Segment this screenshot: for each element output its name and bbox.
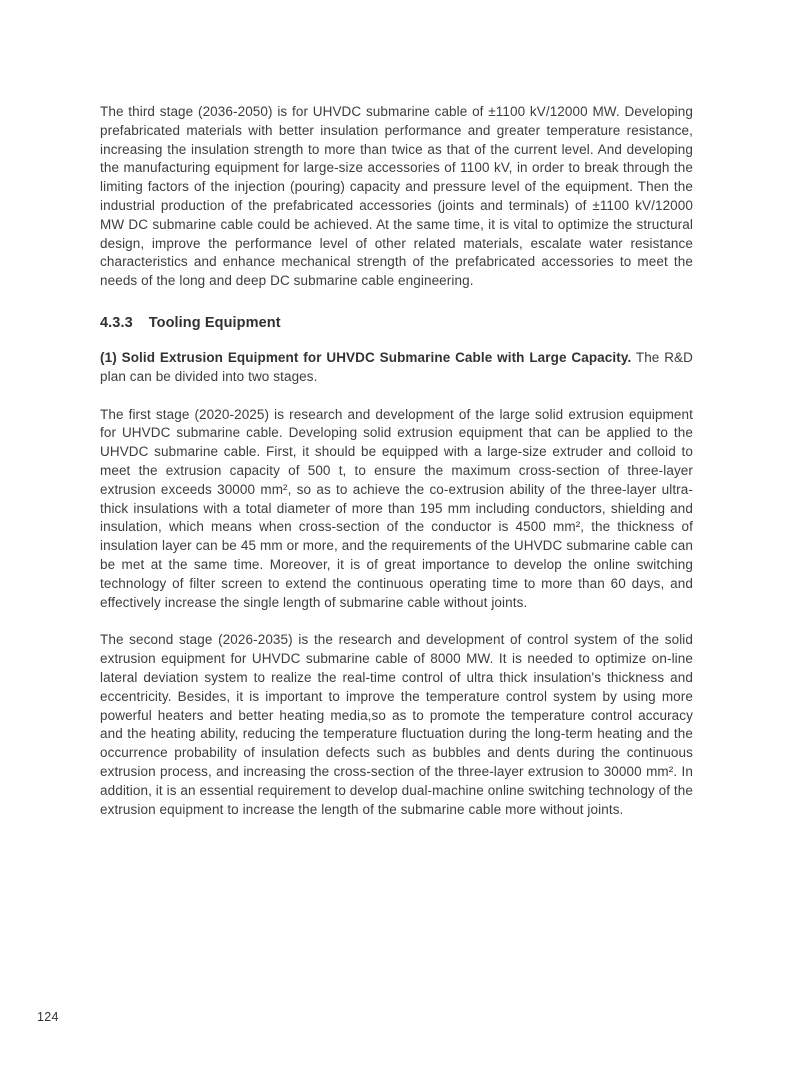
run-in-heading: (1) Solid Extrusion Equipment for UHVDC Submarine Cable with Large Capacity.: [100, 349, 632, 365]
section-heading: [100, 315, 693, 331]
page-content: [100, 103, 693, 838]
paragraph-third-stage: The third stage (2036-2050) is for UHVDC submarine cable of ±1100 kV/12000 MW. Developing prefabricated materials with better insulation performance and greater temperature resistance, increasing the insulation strength to more than twice as that of the current level. And developing the manufacturing equipment for large-size accessories of 1100 kV, in order to break through the limiting factors of the injection (pouring) capacity and pressure level of the equipment. Then the industrial production of the prefabricated accessories (joints and terminals) of ±1100 kV/12000 MW DC submarine cable could be achieved. At the same time, it is vital to optimize the structural design, improve the performance level of other related materials, escalate water resistance characteristics and enhance mechanical strength of the prefabricated accessories to meet the needs of the long and deep DC submarine cable engineering.: [100, 104, 693, 289]
page-footer: [37, 1010, 59, 1024]
run-in-text: The R&D plan can be divided into two stages.: [100, 349, 693, 384]
paragraph-rd-plan: [100, 349, 693, 387]
section-title: Tooling Equipment: [148, 314, 281, 331]
page-number: 124: [37, 1010, 59, 1024]
paragraph-second-stage: The second stage (2026-2035) is the research and development of control system of the solid extrusion equipment for UHVDC submarine cable of 8000 MW. It is needed to optimize on-line lateral deviation system to realize the real-time control of ultra thick insulation's thickness and eccentricity. Besides, it is important to improve the temperature control system by using more powerful heaters and better heating media,so as to promote the temperature control accuracy and the heating ability, reducing the temperature fluctuation during the long-term heating and the occurrence probability of insulation defects such as bubbles and dents during the continuous extrusion process, and increasing the cross-section of the three-layer extrusion to 30000 mm². In addition, it is an essential requirement to develop dual-machine online switching technology of the extrusion equipment to increase the length of the submarine cable more without joints.: [100, 632, 694, 817]
paragraph-first-stage: The first stage (2020-2025) is research and development of the large solid extrusion equipment for UHVDC submarine cable. Developing solid extrusion equipment that can be applied to the UHVDC submarine cable. First, it should be equipped with a large-size extruder and colloid to meet the extrusion capacity of 500 t, to ensure the maximum cross-section of three-layer extrusion exceeds 30000 mm², so as to achieve the co-extrusion ability of the three-layer ultra-thick insulations with a total diameter of more than 195 mm including conductors, shielding and insulation, which means when cross-section of the conductor is 4500 mm², the thickness of insulation layer can be 45 mm or more, and the requirements of the UHVDC submarine cable can be met at the same time. Moreover, it is of great importance to develop the online switching technology of filter screen to extend the continuous operating time to more than 60 days, and effectively increase the single length of submarine cable without joints.: [100, 406, 693, 610]
section-number: 4.3.3: [100, 314, 133, 331]
